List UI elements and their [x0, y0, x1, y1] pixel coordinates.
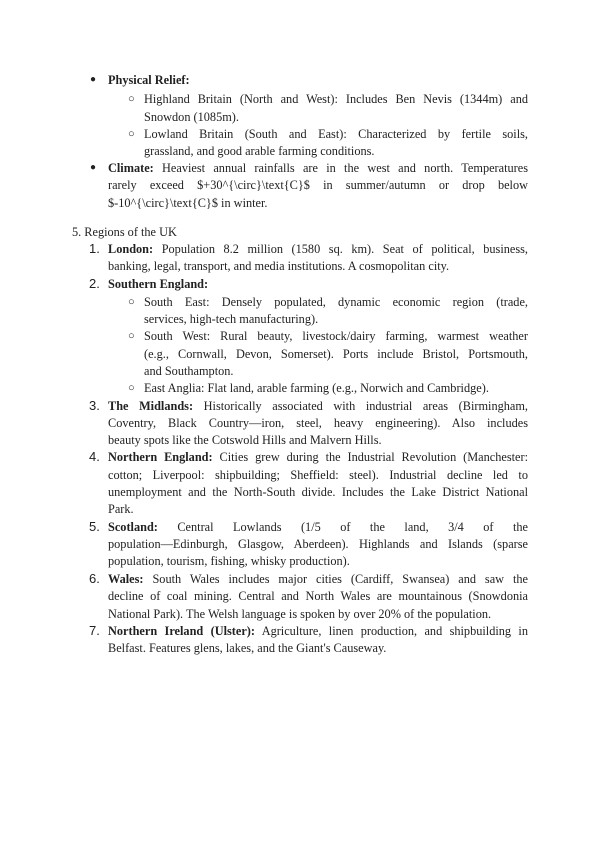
- list-number: 1.: [89, 241, 100, 256]
- london-line-2: banking, legal, transport, and media institutions. A cosmopolitan city.: [108, 259, 450, 273]
- south-west-line-2: (e.g., Cornwall, Devon, Somerset). Ports include Bristol, Portsmouth,: [144, 347, 528, 361]
- highland-line-2: Snowdon (1085m).: [144, 110, 239, 124]
- midlands-line-3: beauty spots like the Cotswold Hills and Malvern Hills.: [108, 433, 382, 447]
- midlands-line-1: The Midlands: Historically associated with industrial areas (Birmingham,: [108, 399, 528, 413]
- northern-line-1: Northern England: Cities grew during the Industrial Revolution (Manchester:: [108, 450, 528, 464]
- east-anglia-line: East Anglia: Flat land, arable farming (e.g., Norwich and Cambridge).: [144, 381, 489, 395]
- scotland-line-1: Scotland: Central Lowlands (1/5 of the land, 3/4 of the: [108, 520, 528, 534]
- scotland-line-2: population—Edinburgh, Glasgow, Aberdeen). Highlands and Islands (sparse: [108, 537, 528, 551]
- bullet-icon: ●: [90, 74, 97, 85]
- south-west-line-3: and Southampton.: [144, 364, 234, 378]
- section-title: 5. Regions of the UK: [72, 225, 177, 239]
- northern-line-3: unemployment and the North-South divide. Includes the Lake District National: [108, 485, 528, 499]
- list-number: 5.: [89, 519, 100, 534]
- circle-bullet-icon: ○: [128, 93, 135, 105]
- ni-line-2: Belfast. Features glens, lakes, and the Giant's Causeway.: [108, 641, 387, 655]
- circle-bullet-icon: ○: [128, 128, 135, 140]
- climate-line-1: Climate: Heaviest annual rainfalls are in the west and north. Temperatures: [108, 161, 529, 175]
- south-west-line-1: South West: Rural beauty, livestock/dairy farming, warmest weather: [144, 329, 528, 343]
- northern-line-4: Park.: [108, 502, 134, 516]
- midlands-line-2: Coventry, Black Country—iron, steel, heavy engineering). Also includes: [108, 416, 528, 430]
- lowland-line-2: grassland, and good arable farming conditions.: [144, 144, 375, 158]
- list-number: 3.: [89, 398, 100, 413]
- london-line-1: London: Population 8.2 million (1580 sq. km). Seat of political, business,: [108, 242, 528, 256]
- wales-line-2: decline of coal mining. Central and North Wales are mountainous (Snowdonia: [108, 589, 528, 603]
- south-east-line-2: services, high-tech manufacturing).: [144, 312, 319, 326]
- northern-line-2: cotton; Liverpool: shipbuilding; Sheffield: steel). Industrial decline led to: [108, 468, 528, 482]
- climate-line-2: rarely exceed $+30^{\circ}\text{C}$ in summer/autumn or drop below: [108, 178, 528, 192]
- wales-line-3: National Park). The Welsh language is spoken by over 20% of the population.: [108, 607, 492, 621]
- scotland-line-3: population, tourism, fishing, whisky production).: [108, 554, 350, 568]
- circle-bullet-icon: ○: [128, 382, 135, 394]
- list-number: 6.: [89, 571, 100, 586]
- lowland-line-1: Lowland Britain (South and East): Characterized by fertile soils,: [144, 127, 528, 141]
- highland-line-1: Highland Britain (North and West): Includes Ben Nevis (1344m) and: [144, 92, 528, 106]
- circle-bullet-icon: ○: [128, 330, 135, 342]
- ni-line-1: Northern Ireland (Ulster): Agriculture, linen production, and shipbuilding in: [108, 624, 528, 638]
- list-number: 4.: [89, 449, 100, 464]
- list-number: 2.: [89, 276, 100, 291]
- bullet-icon: ●: [90, 162, 97, 173]
- wales-line-1: Wales: South Wales includes major cities (Cardiff, Swansea) and saw the: [108, 572, 528, 586]
- south-east-line-1: South East: Densely populated, dynamic economic region (trade,: [144, 295, 528, 309]
- list-number: 7.: [89, 623, 100, 638]
- physical-heading: Physical Relief:: [108, 73, 190, 87]
- southern-heading: Southern England:: [108, 277, 209, 291]
- climate-line-3: $-10^{\circ}\text{C}$ in winter.: [108, 196, 268, 210]
- circle-bullet-icon: ○: [128, 296, 135, 308]
